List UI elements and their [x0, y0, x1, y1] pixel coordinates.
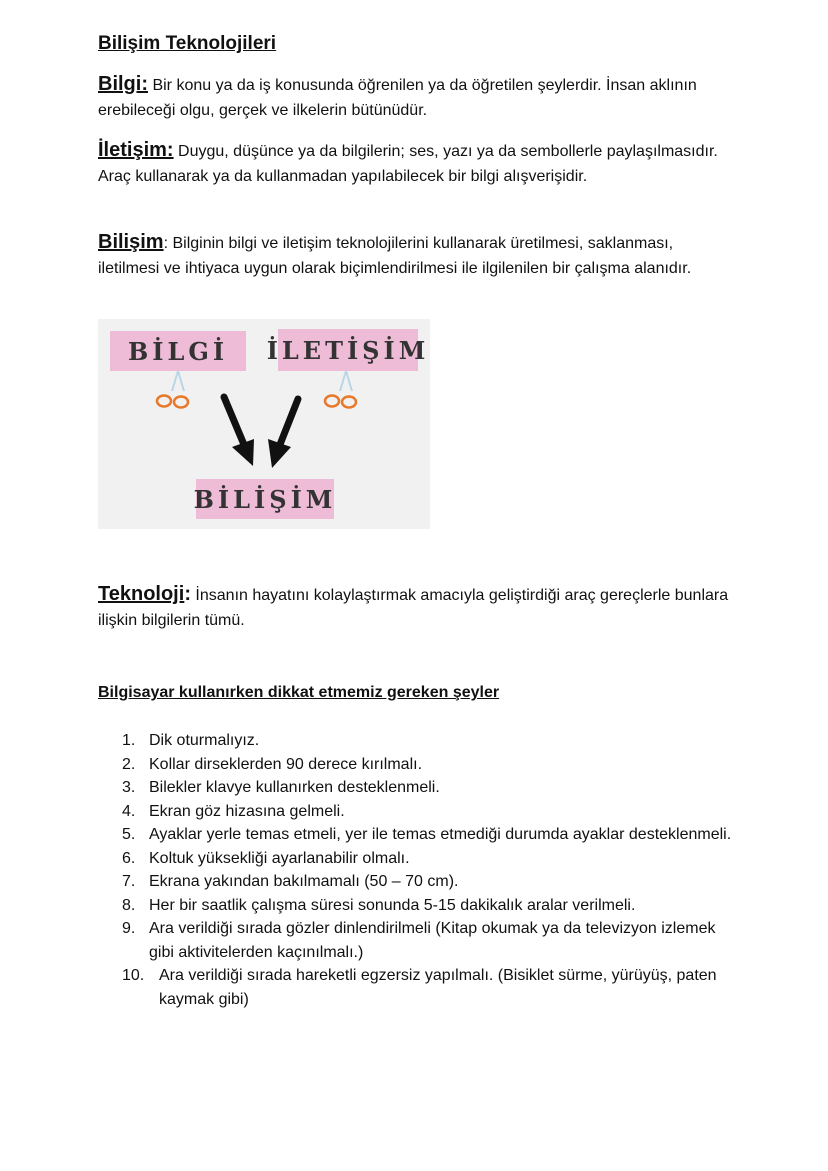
definition-teknoloji: [98, 582, 738, 633]
list-item: [122, 917, 732, 964]
arrow-down-left-icon: [268, 399, 298, 468]
tips-list: [122, 729, 732, 1011]
list-item: [122, 894, 732, 918]
list-item-text: Bilekler klavye kullanırken desteklenmeli.: [149, 779, 440, 796]
term-bilisim: Bilişim: [98, 231, 164, 253]
list-item-number: 9.: [122, 920, 136, 937]
list-item: [122, 870, 732, 894]
term-teknoloji-colon: :: [184, 583, 191, 605]
list-item-text: Dik oturmalıyız.: [149, 732, 260, 749]
page-title: Bilişim Teknolojileri: [98, 33, 277, 54]
definition-iletisim: [98, 138, 738, 189]
list-item-text: Ayaklar yerle temas etmeli, yer ile temas etmediği durumda ayaklar desteklenmeli.: [149, 826, 732, 843]
list-item: [122, 800, 732, 824]
list-item-number: 10.: [122, 967, 145, 984]
list-item-text: Kollar dirseklerden 90 derece kırılmalı.: [149, 755, 423, 773]
scissors-left-icon: [157, 371, 188, 408]
list-item-number: 4.: [122, 802, 136, 820]
scissors-right-icon: [325, 371, 356, 408]
definition-bilisim: [98, 230, 738, 281]
list-item: [122, 753, 732, 777]
list-item-number: 7.: [122, 873, 136, 890]
definition-bilgi: [98, 72, 738, 123]
list-item-text: Ara verildiği sırada gözler dinlendirilmeli (Kitap okumak ya da televizyon izlemek gibi aktivitelerden kaçınılmalı.): [149, 920, 716, 961]
list-item: [122, 729, 732, 753]
definition-iletisim-text: Duygu, düşünce ya da bilgilerin; ses, yazı ya da sembollerle paylaşılmasıdır. Araç kullanarak ya da kullanmadan yapılabilecek bir bilgi alışverişidir.: [98, 143, 718, 185]
list-item-number: 2.: [122, 755, 136, 773]
list-item-text: Koltuk yüksekliği ayarlanabilir olmalı.: [149, 849, 410, 867]
list-item: [122, 823, 732, 847]
list-item-number: 6.: [122, 849, 136, 867]
list-item-text: Her bir saatlik çalışma süresi sonunda 5-15 dakikalık aralar verilmeli.: [149, 896, 636, 914]
definition-teknoloji-text: İnsanın hayatını kolaylaştırmak amacıyla geliştirdiği araç gereçlerle bunlara ilişkin bilgilerin tümü.: [98, 587, 729, 629]
list-item: [122, 964, 732, 1011]
list-item: [122, 847, 732, 871]
list-item-number: 8.: [122, 896, 136, 914]
bilisim-diagram: [98, 319, 430, 529]
list-item-number: 1.: [122, 732, 136, 749]
list-item-text: Ekran göz hizasına gelmeli.: [149, 802, 345, 820]
arrow-down-right-icon: [224, 397, 254, 466]
list-item-number: 3.: [122, 779, 136, 796]
list-item-number: 5.: [122, 826, 136, 843]
term-teknoloji: Teknoloji: [98, 583, 185, 605]
section-title: Bilgisayar kullanırken dikkat etmemiz gereken şeyler: [98, 684, 500, 701]
definition-bilgi-text: Bir konu ya da iş konusunda öğrenilen ya da öğretilen şeylerdir. İnsan aklının erebileceği olgu, gerçek ve ilkelerin bütünüdür.: [98, 77, 697, 119]
term-iletisim: İletişim:: [98, 139, 174, 161]
list-item-text: Ekrana yakından bakılmamalı (50 – 70 cm).: [149, 873, 459, 890]
label-bilisim: BİLİŞİM: [196, 479, 334, 519]
term-bilgi: Bilgi:: [98, 73, 148, 95]
definition-bilisim-text: : Bilginin bilgi ve iletişim teknolojilerini kullanarak üretilmesi, saklanması, iletilmesi ve ihtiyaca uygun olarak biçimlendirilmesi ile ilgilenilen bir çalışma alanıdır.: [98, 235, 692, 277]
list-item-text: Ara verildiği sırada hareketli egzersiz yapılmalı. (Bisiklet sürme, yürüyüş, paten kaymak gibi): [159, 967, 717, 1008]
label-bilgi: BİLGİ: [110, 331, 246, 371]
list-item: [122, 776, 732, 800]
label-iletisim: İLETİŞİM: [278, 329, 418, 371]
